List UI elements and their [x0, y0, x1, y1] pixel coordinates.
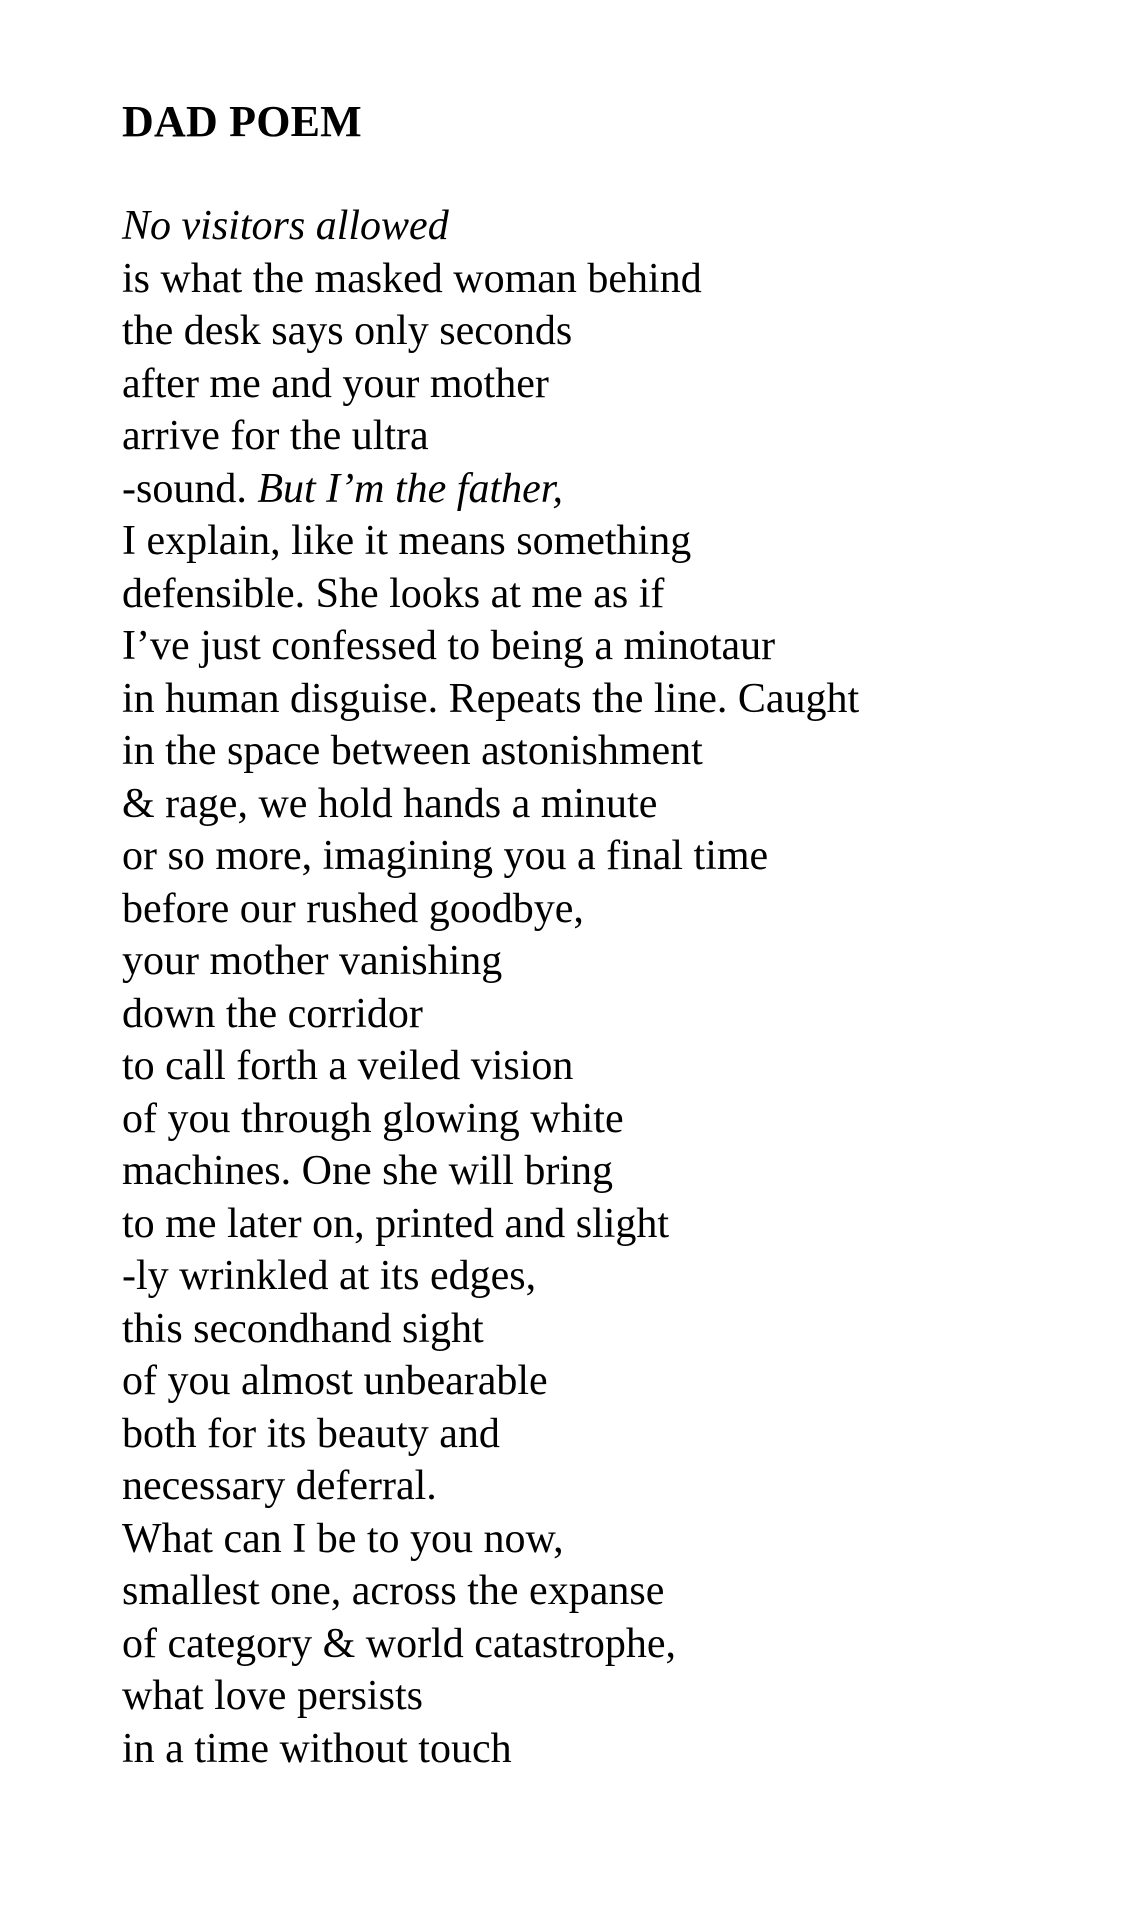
poem-line: -ly wrinkled at its edges,	[122, 1253, 537, 1299]
poem-line: to me later on, printed and slight	[122, 1200, 670, 1247]
poem-line: I explain, like it means something	[122, 518, 692, 564]
poem-title: DAD POEM	[122, 97, 362, 146]
poem-line: machines. One she will bring	[122, 1148, 614, 1194]
poem-line: of you through glowing white	[122, 1095, 624, 1142]
poem-line: this secondhand sight	[122, 1305, 484, 1352]
poem-line: before our rushed goodbye,	[122, 885, 584, 932]
poem-line: defensible. She looks at me as if	[122, 570, 665, 617]
poem-line: both for its beauty and	[122, 1410, 500, 1457]
poem-line: of category & world catastrophe,	[122, 1620, 676, 1667]
poem-line: to call forth a veiled vision	[122, 1043, 574, 1089]
poem-line: after me and your mother	[122, 360, 549, 407]
poem-line-italic: But I’m the father,	[257, 465, 563, 512]
poem-line: down the corridor	[122, 990, 423, 1037]
poem-line: is what the masked woman behind	[122, 255, 702, 302]
poem-line	[122, 463, 1082, 516]
poem-line: in the space between astonishment	[122, 728, 703, 774]
poem-line: arrive for the ultra	[122, 413, 429, 459]
poem-line: your mother vanishing	[122, 938, 503, 984]
poem-line: necessary deferral.	[122, 1463, 437, 1509]
poem-line: what love persists	[122, 1673, 423, 1719]
poem-line	[122, 200, 1082, 253]
poem-line: What can I be to you now,	[122, 1515, 564, 1562]
poem-line: of you almost unbearable	[122, 1358, 548, 1404]
poem-line: in a time without touch	[122, 1725, 512, 1772]
poem-line: or so more, imagining you a final time	[122, 833, 769, 879]
poem-page	[122, 96, 1082, 1775]
poem-line: smallest one, across the expanse	[122, 1568, 665, 1614]
poem-body	[122, 200, 1082, 1775]
poem-line: the desk says only seconds	[122, 308, 573, 354]
poem-line: & rage, we hold hands a minute	[122, 780, 658, 827]
poem-line: in human disguise. Repeats the line. Caught	[122, 675, 860, 722]
poem-line: I’ve just confessed to being a minotaur	[122, 623, 776, 669]
poem-line-italic: No visitors allowed	[122, 203, 449, 249]
poem-line-text: -sound.	[122, 465, 258, 512]
